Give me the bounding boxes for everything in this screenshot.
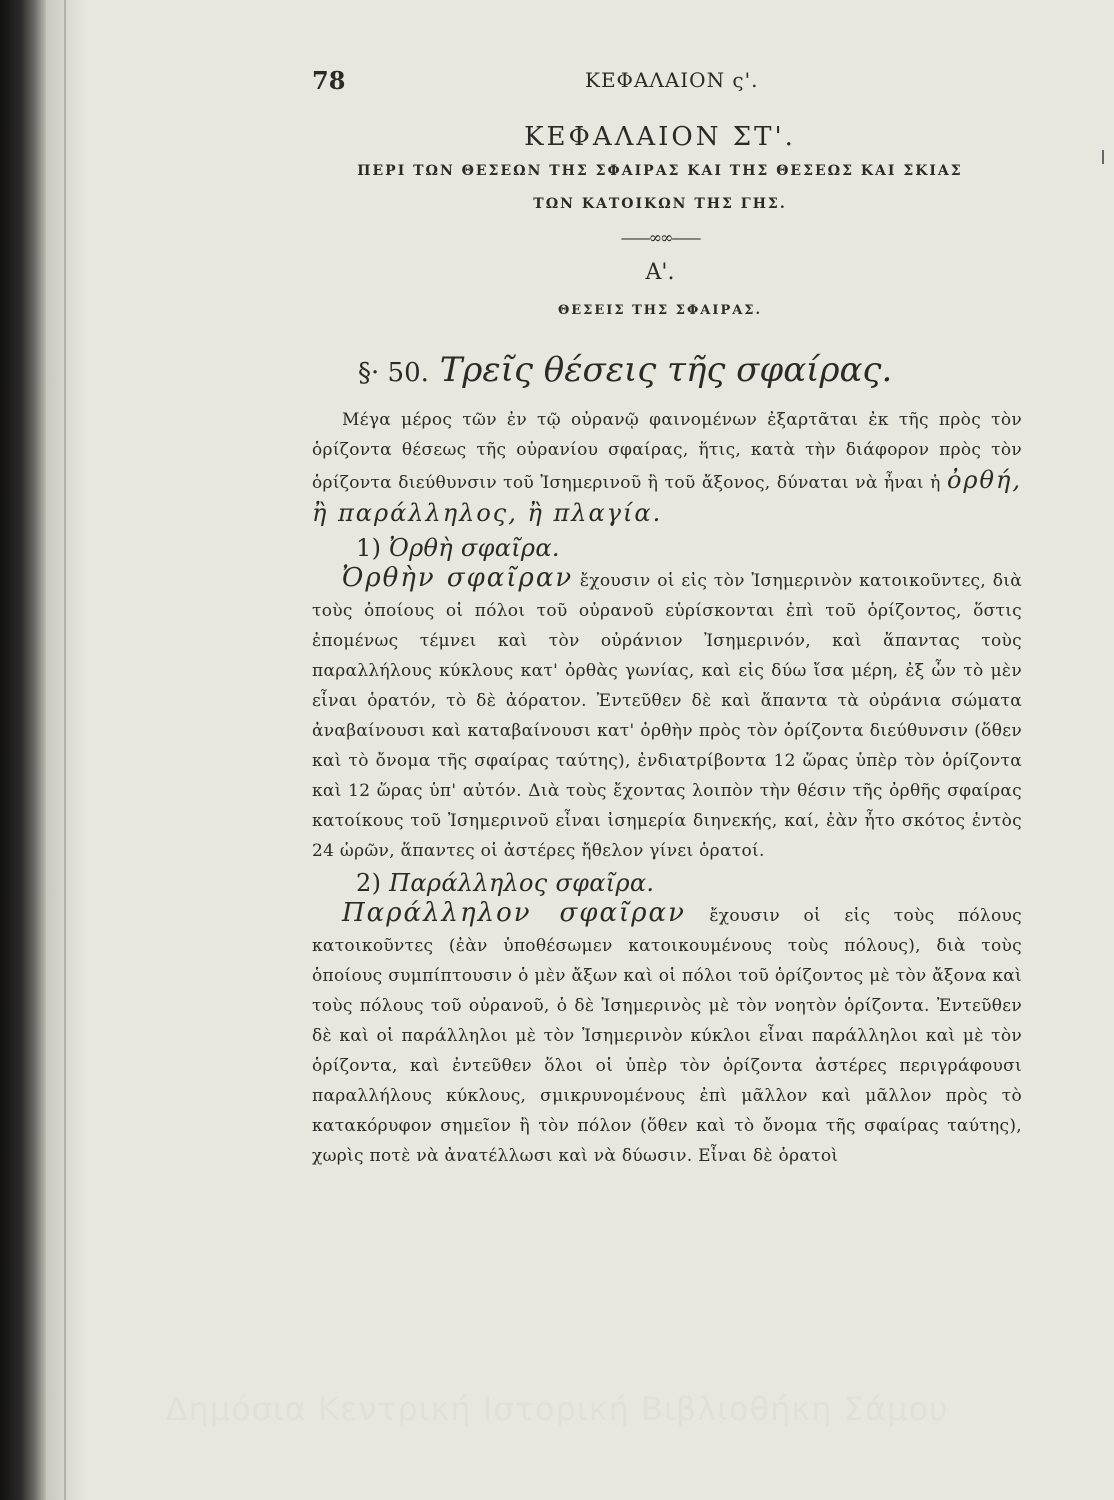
page-edge (64, 0, 66, 1500)
parallel-lead: Παράλληλον σφαῖραν (342, 898, 686, 928)
parallel-paragraph (312, 898, 1022, 1171)
subheading-text: Ὀρθὴ σφαῖρα. (389, 534, 560, 562)
book-binding (0, 0, 46, 1500)
subheading-number: 1) (356, 534, 382, 562)
chapter-title: ΚΕΦΑΛΑΙΟΝ ΣΤ'. (524, 122, 796, 152)
page-number: 78 (312, 66, 346, 95)
chapter-subtitle-line1: ΠΕΡΙ ΤΩΝ ΘΕΣΕΩΝ ΤΗΣ ΣΦΑΙΡΑΣ ΚΑΙ ΤΗΣ ΘΕΣΕΩΣ ΚΑΙ ΣΚΙΑΣ (357, 163, 963, 179)
library-watermark: Δημόσια Κεντρική Ιστορική Βιβλιοθήκη Σάμου (165, 1390, 949, 1428)
parallel-text: ἔχουσιν οἱ εἰς τοὺς πόλους κατοικοῦντες (ἐὰν ὑποθέσωμεν κατοικουμένους τοὺς πόλους), διὰ τοὺς ὁποίους συμπίπτουσιν ὁ μὲν ἄξων καὶ οἱ πόλοι τοῦ ὁρίζοντος μὲ τὸν ἄξονα καὶ τοὺς πόλους τοῦ οὐρανοῦ, ὁ δὲ Ἰσημερινὸς μὲ τὸν νοητὸν ὁρίζοντα. Ἐντεῦθεν δὲ καὶ οἱ παράλληλοι μὲ τὸν Ἰσημερινὸν κύκλοι εἶναι παράλληλοι καὶ μὲ τὸν ὁρίζοντα, καὶ ἐντεῦθεν ὅλοι οἱ ὑπὲρ τὸν ὁρίζοντα ἀστέρες περιγράφουσι παραλλήλους κύκλους, σμικρυνομένους ἐπὶ μᾶλλον καὶ μᾶλλον πρὸς τὸ κατακόρυφον σημεῖον ἢ τὸν πόλον (ὅθεν καὶ τὸ ὄνομα τῆς σφαίρας ταύτης), χωρὶς ποτὲ νὰ ἀνατέλλωσι καὶ νὰ δύωσιν. Εἶναι δὲ ὁρατοὶ (312, 906, 1022, 1166)
margin-mark (1102, 150, 1104, 164)
orthe-text: ἔχουσιν οἱ εἰς τὸν Ἰσημερινὸν κατοικοῦντες, διὰ τοὺς ὁποίους οἱ πόλοι τοῦ οὐρανοῦ εὑρίσκονται ἐπὶ τοῦ ὁρίζοντος, ὅστις ἐπομένως τέμνει καὶ τὸν οὐράνιον Ἰσημερινόν, καὶ ἅπαντας τοὺς παραλλήλους κύκλους κατ' ὀρθὰς γωνίας, καὶ εἰς δύω ἴσα μέρη, ἐξ ὧν τὸ μὲν εἶναι ὁρατόν, τὸ δὲ ἀόρατον. Ἐντεῦθεν δὲ καὶ ἅπαντα τὰ οὐράνια σώματα ἀναβαίνουσι καὶ καταβαίνουσι κατ' ὀρθὴν πρὸς τὸν ὁρίζοντα διεύθυνσιν (ὅθεν καὶ τὸ ὄνομα τῆς σφαίρας ταύτης), ἐνδιατρίβοντα 12 ὥρας ὑπὲρ τὸν ὁρίζοντα καὶ 12 ὥρας ὑπ' αὐτόν. Διὰ τοὺς ἔχοντας λοιπὸν τὴν θέσιν τῆς ὀρθῆς σφαίρας κατοίκους τοῦ Ἰσημερινοῦ εἶναι ἰσημερία διηνεκής, καί, ἐὰν ἦτο σκότος ἐντὸς 24 ὡρῶν, ἅπαντες οἱ ἀστέρες ἤθελον γίνει ὁρατοί. (312, 571, 1022, 861)
running-head (300, 60, 1020, 100)
running-title: ΚΕΦΑΛΑΙΟΝ ς'. (585, 68, 759, 92)
book-page (300, 60, 1020, 1420)
subheading-orthe (312, 533, 1022, 563)
subheading-number: 2) (356, 869, 382, 897)
page-gutter (46, 0, 86, 1500)
section-title: ΘΕΣΕΙΣ ΤΗΣ ΣΦΑΙΡΑΣ. (557, 303, 763, 318)
chapter-subtitle-line2: ΤΩΝ ΚΑΤΟΙΚΩΝ ΤΗΣ ΓΗΣ. (533, 196, 787, 212)
intro-emphasis: ὀρθή, ἢ παράλληλος, ἢ πλαγία. (312, 466, 1022, 527)
paragraph-title: Τρεῖς θέσεις τῆς σφαίρας. (439, 350, 893, 390)
ornament-divider: ——∞∞—— (620, 228, 700, 247)
section-letter: Α'. (645, 260, 675, 285)
orthe-lead: Ὀρθὴν σφαῖραν (342, 563, 574, 593)
body-text (312, 405, 1022, 1171)
subheading-text: Παράλληλος σφαῖρα. (389, 869, 655, 897)
intro-text: Μέγα μέρος τῶν ἐν τῷ οὐρανῷ φαινομένων ἐξαρτᾶται ἐκ τῆς πρὸς τὸν ὁρίζοντα θέσεως τῆς οὐρανίου σφαίρας, ἥτις, κατὰ τὴν διάφορον πρὸς τὸν ὁρίζοντα διεύθυνσιν τοῦ Ἰσημερινοῦ ἢ τοῦ ἄξονος, δύναται νὰ ἦναι ἡ (312, 410, 1022, 493)
subheading-parallel (312, 868, 1022, 898)
intro-paragraph (312, 405, 1022, 531)
paragraph-heading (358, 350, 892, 390)
orthe-paragraph (312, 563, 1022, 866)
paragraph-number: §· 50. (358, 358, 429, 388)
